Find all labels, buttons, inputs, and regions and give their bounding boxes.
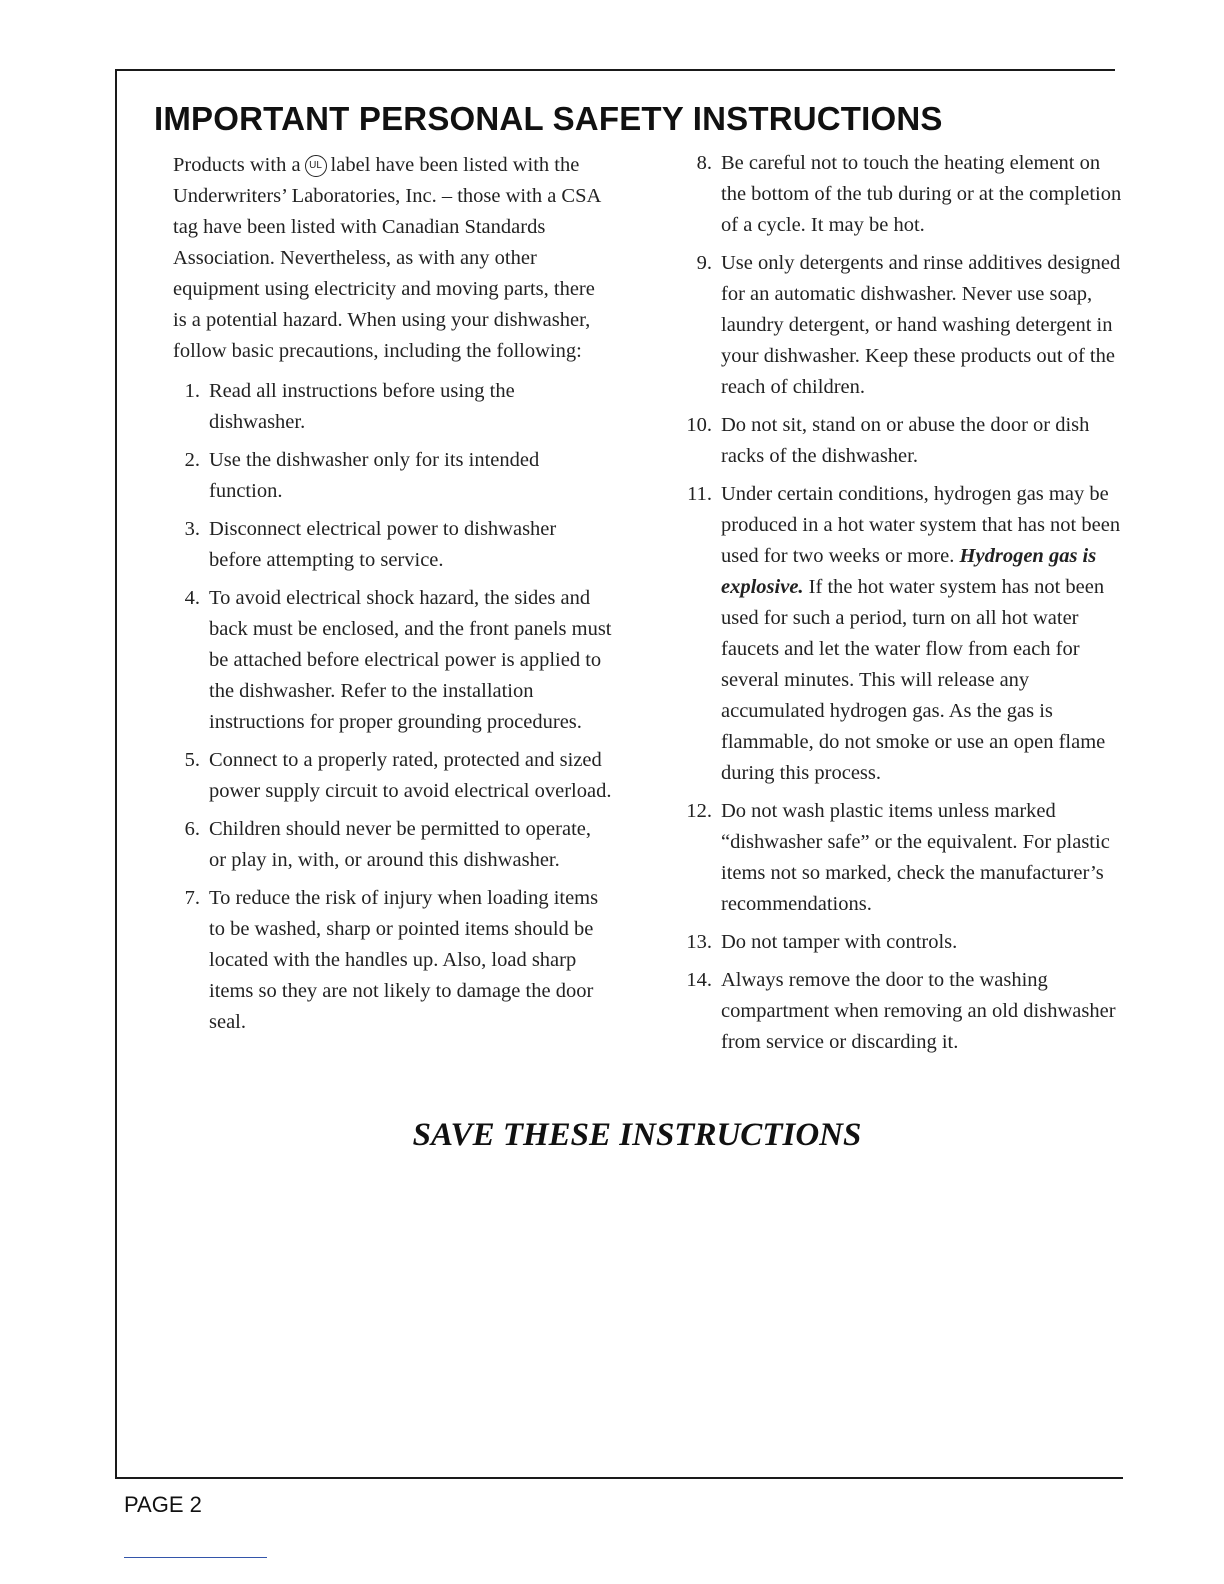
right-instruction-list (678, 148, 1123, 1058)
item-number: 10. (686, 414, 712, 436)
list-item (678, 965, 1123, 1058)
save-instructions-heading: SAVE THESE INSTRUCTIONS (412, 1117, 862, 1153)
list-item (173, 883, 613, 1038)
intro-text-start: Products with a (173, 154, 301, 176)
list-item (173, 376, 613, 438)
item-text: Read all instructions before using the dishwasher. (209, 380, 515, 433)
item-number: 11. (687, 483, 712, 505)
item-number: 1. (184, 380, 200, 402)
item-text: Always remove the door to the washing compartment when removing an old dishwasher from service or discarding it. (721, 969, 1116, 1053)
list-item (678, 410, 1123, 472)
item-text: Use the dishwasher only for its intended function. (209, 449, 540, 502)
list-item (173, 814, 613, 876)
item-text: Be careful not to touch the heating element on the bottom of the tub during or at the completion of a cycle. It may be hot. (721, 152, 1122, 236)
item-number: 5. (184, 749, 200, 771)
item-text: Connect to a properly rated, protected and sized power supply circuit to avoid electrical overload. (209, 749, 612, 802)
list-item (678, 148, 1123, 241)
item-text: Children should never be permitted to operate, or play in, with, or around this dishwasher. (209, 818, 591, 871)
item-text: To avoid electrical shock hazard, the sides and back must be enclosed, and the front panels must be attached before electrical power is applied to the dishwasher. Refer to the installation instructions for proper grounding procedures. (209, 587, 612, 733)
list-item (678, 927, 1123, 958)
right-column (678, 148, 1123, 1065)
page-number: PAGE 2 (124, 1492, 202, 1517)
ul-listed-icon: UL (305, 155, 327, 177)
footer-underline (124, 1557, 267, 1558)
item-number: 14. (686, 969, 712, 991)
item-number: 3. (184, 518, 200, 540)
list-item (173, 445, 613, 507)
list-item (173, 745, 613, 807)
item-text: Disconnect electrical power to dishwasher before attempting to service. (209, 518, 557, 571)
list-item (678, 796, 1123, 920)
page-title: IMPORTANT PERSONAL SAFETY INSTRUCTIONS (154, 100, 943, 137)
list-item (678, 479, 1123, 789)
item-text: To reduce the risk of injury when loading items to be washed, sharp or pointed items should be located with the handles up. Also, load sharp items so they are not likely to damage the door seal. (209, 887, 599, 1033)
hydrogen-warning: Hydrogen gas is explosive. (721, 545, 1097, 598)
list-item (173, 514, 613, 576)
item-number: 12. (686, 800, 712, 822)
left-instruction-list (173, 376, 613, 1038)
left-column (173, 150, 613, 1045)
item-number: 8. (696, 152, 712, 174)
item-number: 7. (184, 887, 200, 909)
bottom-border (115, 1477, 1123, 1479)
item-number: 9. (696, 252, 712, 274)
item-number: 6. (184, 818, 200, 840)
intro-paragraph (173, 150, 613, 367)
item-number: 4. (184, 587, 200, 609)
item-text: Do not tamper with controls. (721, 931, 958, 953)
item-number: 13. (686, 931, 712, 953)
item-number: 2. (184, 449, 200, 471)
hydrogen-text-start: Under certain conditions, hydrogen gas may be produced in a hot water system that has not been used for two weeks or more. (721, 483, 1121, 567)
item-text: Do not sit, stand on or abuse the door or dish racks of the dishwasher. (721, 414, 1090, 467)
top-border (115, 69, 1115, 71)
hydrogen-text-rest: If the hot water system has not been used for such a period, turn on all hot water faucets and let the water flow from each for several minutes. This will release any accumulated hydrogen gas. As the gas is flammable, do not smoke or use an open flame during this process. (721, 576, 1106, 784)
intro-text-rest: label have been listed with the Underwriters’ Laboratories, Inc. – those with a CSA tag have been listed with Canadian Standards Association. Nevertheless, as with any other equipment using electricity and moving parts, there is a potential hazard. When using your dishwasher, follow basic precautions, including the following: (173, 154, 601, 362)
list-item (173, 583, 613, 738)
item-text: Do not wash plastic items unless marked “dishwasher safe” or the equivalent. For plastic items not so marked, check the manufacturer’s recommendations. (721, 800, 1110, 915)
item-text: Use only detergents and rinse additives designed for an automatic dishwasher. Never use soap, laundry detergent, or hand washing detergent in your dishwasher. Keep these products out of the reach of children. (721, 252, 1121, 398)
left-border (115, 69, 117, 1479)
list-item (678, 248, 1123, 403)
item-text (721, 479, 1123, 789)
